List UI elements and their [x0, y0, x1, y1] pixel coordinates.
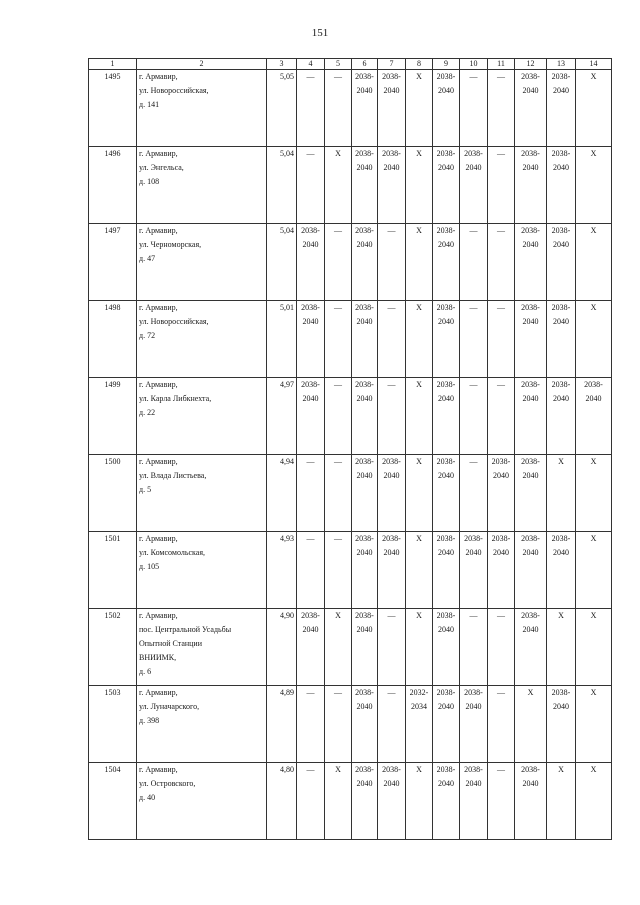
row-number: 1497	[89, 224, 137, 301]
value-cell: 5,04	[267, 224, 297, 301]
cell-col-8: X	[406, 455, 433, 532]
cell-col-11: —	[488, 70, 515, 147]
cell-col-13: X	[547, 609, 576, 686]
row-number: 1500	[89, 455, 137, 532]
cell-col-7: —	[378, 686, 406, 763]
cell-col-13: X	[547, 763, 576, 840]
cell-col-7: —	[378, 609, 406, 686]
row-number: 1495	[89, 70, 137, 147]
column-number-11: 11	[488, 59, 515, 70]
address-cell: г. Армавир, ул. Влада Листьева, д. 5	[137, 455, 267, 532]
cell-col-14: X	[576, 686, 612, 763]
cell-col-9: 2038- 2040	[433, 147, 460, 224]
cell-col-7: —	[378, 378, 406, 455]
cell-col-6: 2038- 2040	[352, 147, 378, 224]
cell-col-14: X	[576, 147, 612, 224]
cell-col-5: —	[325, 301, 352, 378]
cell-col-6: 2038- 2040	[352, 378, 378, 455]
cell-col-6: 2038- 2040	[352, 301, 378, 378]
cell-col-11: —	[488, 147, 515, 224]
cell-col-11: —	[488, 686, 515, 763]
address-cell: г. Армавир, ул. Карла Либкнехта, д. 22	[137, 378, 267, 455]
cell-col-12: 2038- 2040	[515, 532, 547, 609]
cell-col-10: —	[460, 609, 488, 686]
cell-col-7: —	[378, 301, 406, 378]
cell-col-14: X	[576, 532, 612, 609]
column-number-7: 7	[378, 59, 406, 70]
cell-col-4: 2038- 2040	[297, 224, 325, 301]
cell-col-12: X	[515, 686, 547, 763]
cell-col-4: —	[297, 147, 325, 224]
cell-col-6: 2038- 2040	[352, 70, 378, 147]
cell-col-8: X	[406, 147, 433, 224]
value-cell: 4,90	[267, 609, 297, 686]
cell-col-7: 2038- 2040	[378, 763, 406, 840]
cell-col-11: 2038- 2040	[488, 532, 515, 609]
cell-col-14: X	[576, 763, 612, 840]
cell-col-7: 2038- 2040	[378, 532, 406, 609]
column-number-14: 14	[576, 59, 612, 70]
page-number: 151	[311, 27, 329, 39]
cell-col-8: X	[406, 532, 433, 609]
cell-col-12: 2038- 2040	[515, 224, 547, 301]
cell-col-12: 2038- 2040	[515, 455, 547, 532]
cell-col-5: X	[325, 609, 352, 686]
cell-col-11: —	[488, 301, 515, 378]
column-number-8: 8	[406, 59, 433, 70]
cell-col-11: 2038- 2040	[488, 455, 515, 532]
cell-col-5: —	[325, 224, 352, 301]
cell-col-10: 2038- 2040	[460, 686, 488, 763]
cell-col-4: —	[297, 455, 325, 532]
row-number: 1499	[89, 378, 137, 455]
value-cell: 4,93	[267, 532, 297, 609]
cell-col-12: 2038- 2040	[515, 378, 547, 455]
row-number: 1504	[89, 763, 137, 840]
address-cell: г. Армавир, ул. Энгельса, д. 108	[137, 147, 267, 224]
cell-col-9: 2038- 2040	[433, 609, 460, 686]
cell-col-14: X	[576, 455, 612, 532]
cell-col-7: 2038- 2040	[378, 147, 406, 224]
cell-col-9: 2038- 2040	[433, 686, 460, 763]
column-number-2: 2	[137, 59, 267, 70]
cell-col-8: X	[406, 609, 433, 686]
cell-col-5: —	[325, 70, 352, 147]
value-cell: 5,04	[267, 147, 297, 224]
address-cell: г. Армавир, ул. Комсомольская, д. 105	[137, 532, 267, 609]
cell-col-5: X	[325, 763, 352, 840]
cell-col-9: 2038- 2040	[433, 224, 460, 301]
cell-col-13: 2038- 2040	[547, 378, 576, 455]
cell-col-4: 2038- 2040	[297, 301, 325, 378]
cell-col-10: —	[460, 378, 488, 455]
address-cell: г. Армавир, пос. Центральной Усадьбы Опытной Станции ВНИИМК, д. 6	[137, 609, 267, 686]
address-cell: г. Армавир, ул. Черноморская, д. 47	[137, 224, 267, 301]
row-number: 1501	[89, 532, 137, 609]
column-number-1: 1	[89, 59, 137, 70]
cell-col-13: 2038- 2040	[547, 147, 576, 224]
address-cell: г. Армавир, ул. Луначарского, д. 398	[137, 686, 267, 763]
column-number-6: 6	[352, 59, 378, 70]
value-cell: 5,01	[267, 301, 297, 378]
cell-col-14: X	[576, 70, 612, 147]
cell-col-14: X	[576, 301, 612, 378]
value-cell: 4,89	[267, 686, 297, 763]
cell-col-14: X	[576, 224, 612, 301]
cell-col-8: X	[406, 70, 433, 147]
cell-col-7: 2038- 2040	[378, 455, 406, 532]
cell-col-10: —	[460, 224, 488, 301]
table-row	[89, 147, 612, 224]
cell-col-13: 2038- 2040	[547, 70, 576, 147]
column-number-4: 4	[297, 59, 325, 70]
cell-col-9: 2038- 2040	[433, 455, 460, 532]
cell-col-13: 2038- 2040	[547, 224, 576, 301]
cell-col-12: 2038- 2040	[515, 609, 547, 686]
value-cell: 4,97	[267, 378, 297, 455]
cell-col-10: —	[460, 455, 488, 532]
cell-col-6: 2038- 2040	[352, 532, 378, 609]
cell-col-5: X	[325, 147, 352, 224]
table-row	[89, 686, 612, 763]
cell-col-8: X	[406, 224, 433, 301]
cell-col-7: 2038- 2040	[378, 70, 406, 147]
cell-col-12: 2038- 2040	[515, 70, 547, 147]
cell-col-7: —	[378, 224, 406, 301]
address-cell: г. Армавир, ул. Новороссийская, д. 72	[137, 301, 267, 378]
registry-table	[88, 58, 612, 840]
table-row	[89, 301, 612, 378]
cell-col-5: —	[325, 378, 352, 455]
cell-col-9: 2038- 2040	[433, 301, 460, 378]
cell-col-6: 2038- 2040	[352, 455, 378, 532]
table-row	[89, 609, 612, 686]
column-number-row	[89, 59, 612, 70]
cell-col-9: 2038- 2040	[433, 70, 460, 147]
cell-col-13: 2038- 2040	[547, 686, 576, 763]
cell-col-6: 2038- 2040	[352, 224, 378, 301]
cell-col-5: —	[325, 532, 352, 609]
cell-col-9: 2038- 2040	[433, 532, 460, 609]
cell-col-11: —	[488, 763, 515, 840]
column-number-10: 10	[460, 59, 488, 70]
cell-col-4: 2038- 2040	[297, 609, 325, 686]
cell-col-8: X	[406, 378, 433, 455]
table-row	[89, 224, 612, 301]
cell-col-10: 2038- 2040	[460, 763, 488, 840]
row-number: 1496	[89, 147, 137, 224]
column-number-13: 13	[547, 59, 576, 70]
cell-col-13: X	[547, 455, 576, 532]
cell-col-8: 2032- 2034	[406, 686, 433, 763]
value-cell: 5,05	[267, 70, 297, 147]
cell-col-12: 2038- 2040	[515, 147, 547, 224]
cell-col-5: —	[325, 686, 352, 763]
cell-col-13: 2038- 2040	[547, 532, 576, 609]
row-number: 1502	[89, 609, 137, 686]
cell-col-4: —	[297, 70, 325, 147]
row-number: 1498	[89, 301, 137, 378]
cell-col-4: 2038- 2040	[297, 378, 325, 455]
column-number-5: 5	[325, 59, 352, 70]
value-cell: 4,94	[267, 455, 297, 532]
cell-col-11: —	[488, 224, 515, 301]
column-number-12: 12	[515, 59, 547, 70]
cell-col-8: X	[406, 763, 433, 840]
cell-col-12: 2038- 2040	[515, 763, 547, 840]
value-cell: 4,80	[267, 763, 297, 840]
table-row	[89, 378, 612, 455]
cell-col-4: —	[297, 763, 325, 840]
column-number-9: 9	[433, 59, 460, 70]
column-number-3: 3	[267, 59, 297, 70]
cell-col-9: 2038- 2040	[433, 763, 460, 840]
cell-col-10: 2038- 2040	[460, 147, 488, 224]
cell-col-5: —	[325, 455, 352, 532]
cell-col-14: X	[576, 609, 612, 686]
table-row	[89, 455, 612, 532]
cell-col-6: 2038- 2040	[352, 763, 378, 840]
row-number: 1503	[89, 686, 137, 763]
cell-col-14: 2038- 2040	[576, 378, 612, 455]
address-cell: г. Армавир, ул. Новороссийская, д. 141	[137, 70, 267, 147]
cell-col-4: —	[297, 686, 325, 763]
cell-col-6: 2038- 2040	[352, 686, 378, 763]
cell-col-10: 2038- 2040	[460, 532, 488, 609]
cell-col-6: 2038- 2040	[352, 609, 378, 686]
cell-col-13: 2038- 2040	[547, 301, 576, 378]
cell-col-10: —	[460, 70, 488, 147]
cell-col-12: 2038- 2040	[515, 301, 547, 378]
cell-col-10: —	[460, 301, 488, 378]
table-body	[89, 59, 612, 840]
table-row	[89, 763, 612, 840]
address-cell: г. Армавир, ул. Островского, д. 40	[137, 763, 267, 840]
cell-col-11: —	[488, 378, 515, 455]
table-row	[89, 532, 612, 609]
cell-col-4: —	[297, 532, 325, 609]
cell-col-11: —	[488, 609, 515, 686]
cell-col-8: X	[406, 301, 433, 378]
table-row	[89, 70, 612, 147]
cell-col-9: 2038- 2040	[433, 378, 460, 455]
